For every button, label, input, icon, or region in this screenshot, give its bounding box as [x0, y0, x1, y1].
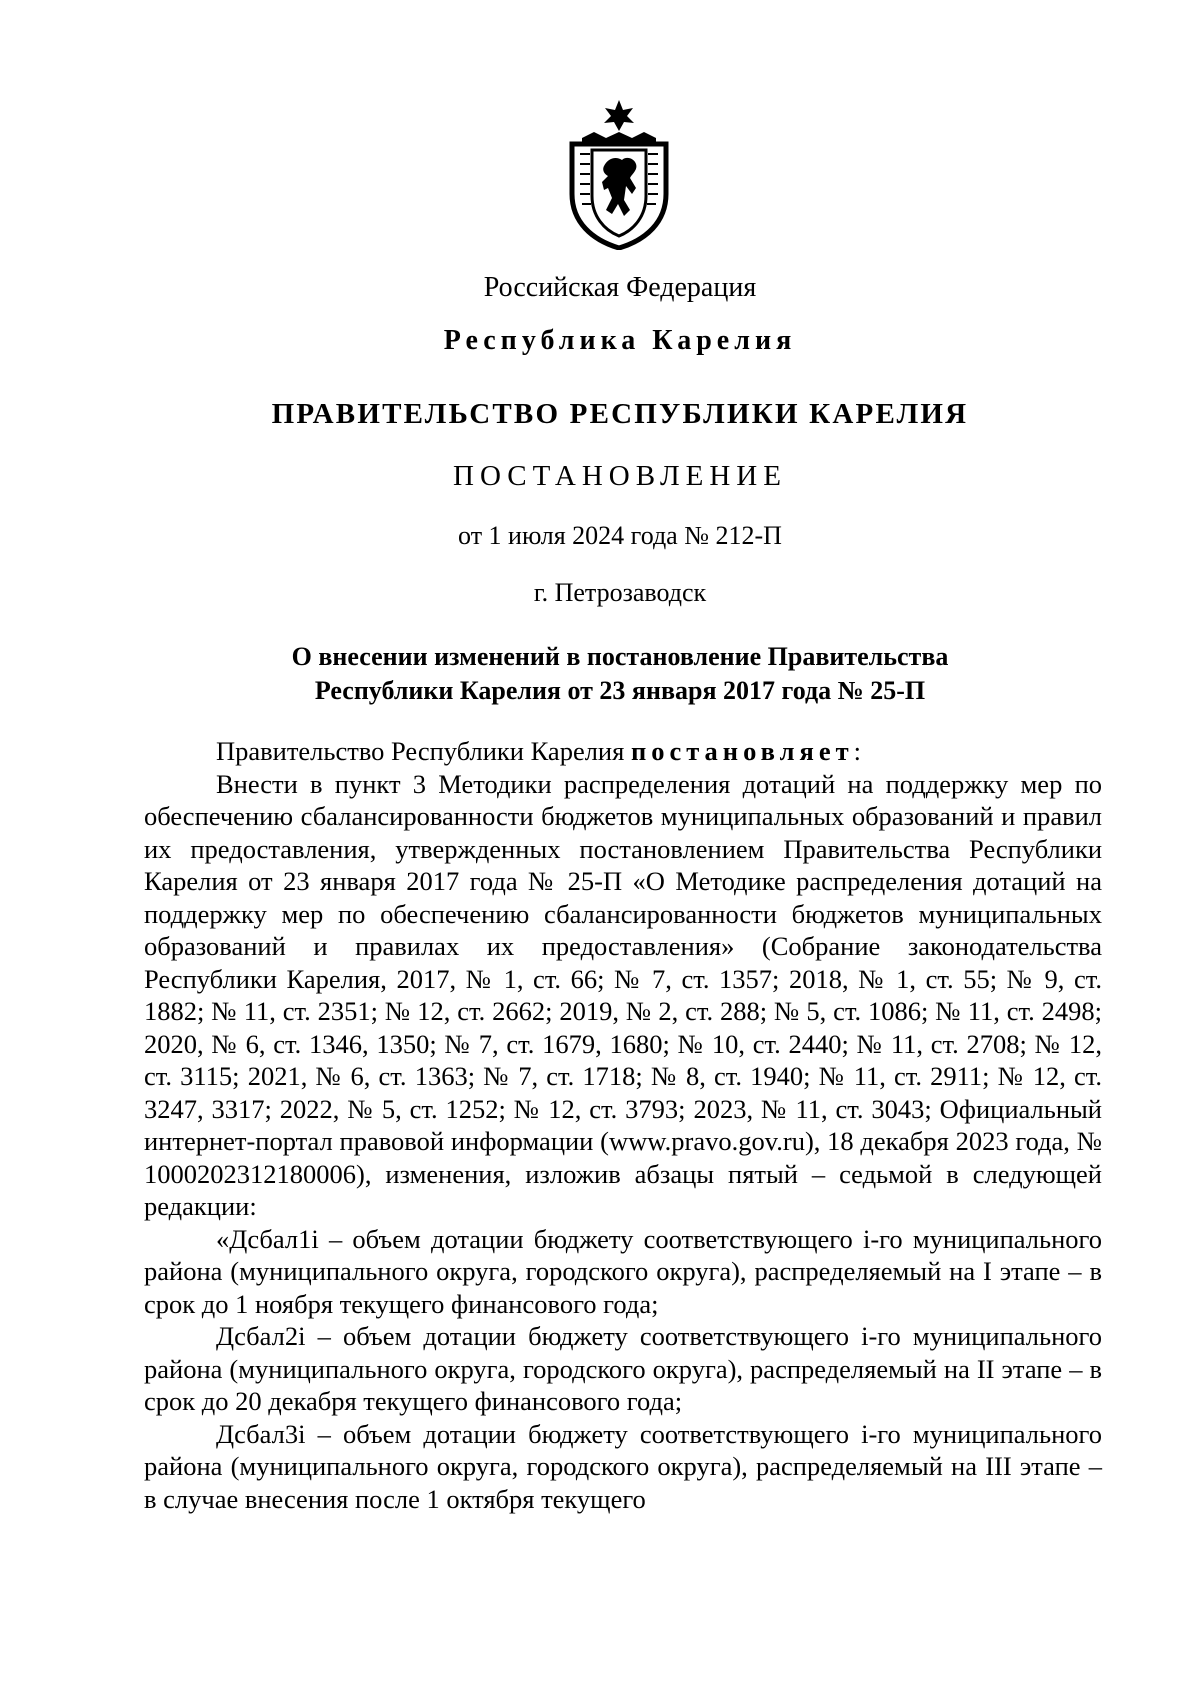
document-title-line-1: О внесении изменений в постановление Правительства: [291, 642, 949, 671]
country-name: Российская Федерация: [483, 272, 757, 303]
document-type: ПОСТАНОВЛЕНИЕ: [453, 460, 787, 492]
document-date-number: от 1 июля 2024 года № 212-П: [458, 521, 782, 550]
document-title-line-2: Республики Карелия от 23 января 2017 года № 25-П: [314, 676, 926, 705]
document-body: [144, 735, 1102, 1515]
intro-verb: постановляет: [630, 736, 854, 766]
government-name: ПРАВИТЕЛЬСТВО РЕСПУБЛИКИ КАРЕЛИЯ: [271, 398, 969, 430]
paragraph-4: Дсбал3i – объем дотации бюджету соответствующего i-го муниципального района (муниципального округа, городского округа), распределяемый на III этапе – в случае внесения после 1 октября текущего: [144, 1418, 1102, 1514]
paragraph-2: «Дсбал1i – объем дотации бюджету соответствующего i-го муниципального района (муниципального округа, городского округа), распределяемый на I этапе – в срок до 1 ноября текущего финансового года;: [144, 1223, 1102, 1319]
republic-name: Республика Карелия: [443, 325, 797, 356]
paragraph-3: Дсбал2i – объем дотации бюджету соответствующего i-го муниципального района (муниципального округа, городского округа), распределяемый на II этапе – в срок до 20 декабря текущего финансового года;: [144, 1321, 1102, 1416]
intro-suffix: :: [853, 736, 861, 766]
intro-paragraph: [144, 735, 1102, 768]
paragraph-1: Внести в пункт 3 Методики распределения дотаций на поддержку мер по обеспечению сбалансированности бюджетов муниципальных образований и правил их предоставления, утвержденных постановлением Правительства Республики Карелия от 23 января 2017 года № 25-П «О Методике распределения дотаций на поддержку мер по обеспечению сбалансированности бюджетов муниципальных образований и правилах их предоставления» (Собрание законодательства Республики Карелия, 2017, № 1, ст. 66; № 7, ст. 1357; 2018, № 1, ст. 55; № 9, ст. 1882; № 11, ст. 2351; № 12, ст. 2662; 2019, № 2, ст. 288; № 5, ст. 1086; № 11, ст. 2498; 2020, № 6, ст. 1346, 1350; № 7, ст. 1679, 1680; № 10, ст. 2440; № 11, ст. 2708; № 12, ст. 3115; 2021, № 6, ст. 1363; № 7, ст. 1718; № 8, ст. 1940; № 11, ст. 2911; № 12, ст. 3247, 3317; 2022, № 5, ст. 1252; № 12, ст. 3793; 2023, № 11, ст. 3043; Официальный интернет-портал правовой информации (www.pravo.gov.ru), 18 декабря 2023 года, № 1000202312180006), изменения, изложив абзацы пятый – седьмой в следующей редакции:: [144, 768, 1102, 1221]
intro-prefix: Правительство Республики Карелия: [216, 736, 631, 766]
karelia-coat-of-arms-icon: [564, 98, 674, 250]
document-city: г. Петрозаводск: [533, 578, 707, 607]
